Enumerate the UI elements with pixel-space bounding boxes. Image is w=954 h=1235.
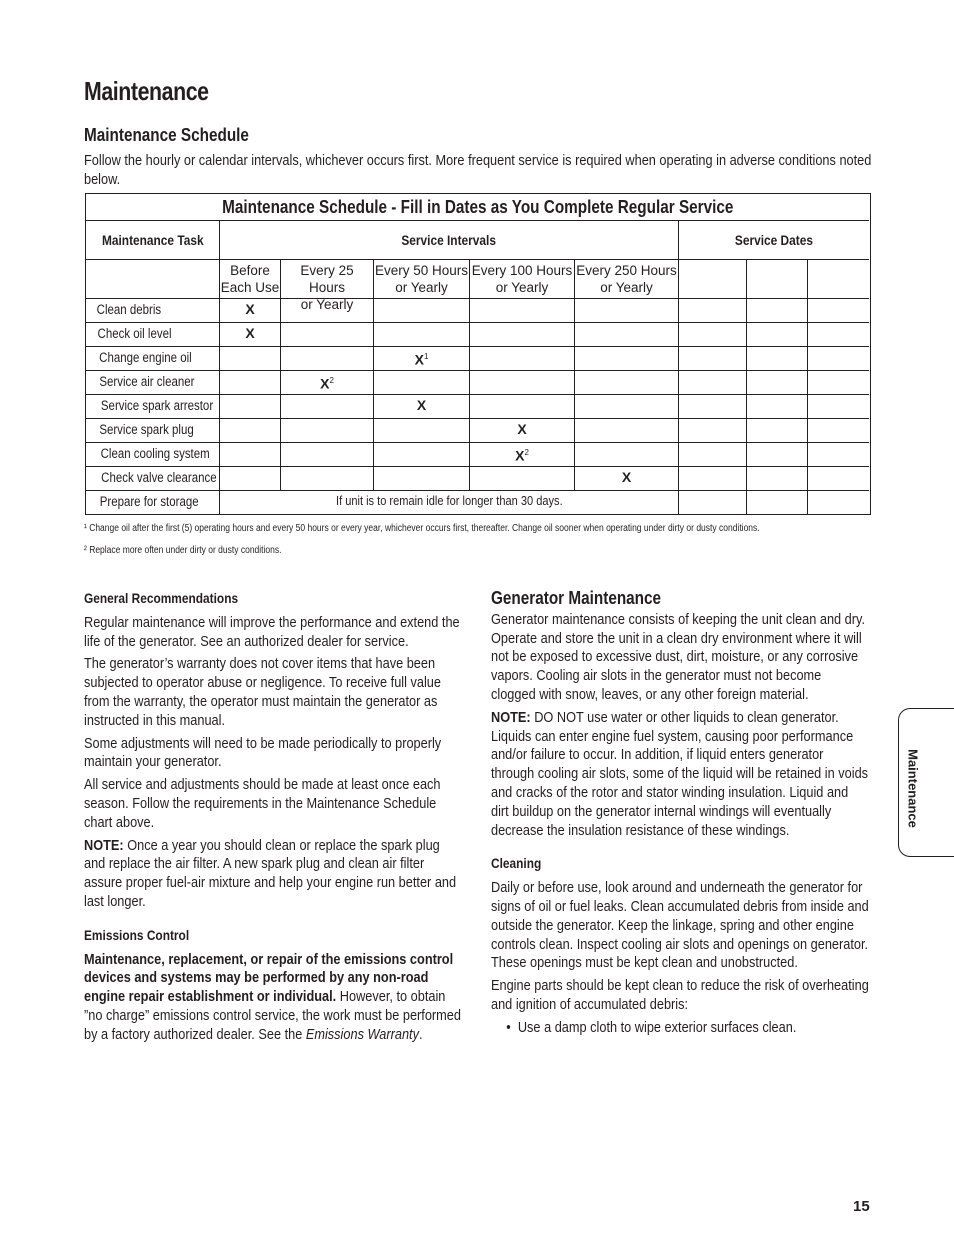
interval-cell: [281, 299, 374, 323]
footnote-ref: 2: [524, 448, 529, 457]
section-side-tab: Maintenance: [898, 708, 954, 857]
interval-cell: [470, 467, 575, 491]
column-header-task: Maintenance Task: [86, 221, 220, 260]
service-date-cell[interactable]: [747, 299, 808, 323]
maintenance-schedule-table: [85, 193, 871, 515]
footnote-2: ² Replace more often under dirty or dusty conditions.: [84, 545, 282, 556]
interval-cell: [575, 347, 679, 371]
interval-cell: [220, 467, 281, 491]
interval-cell: [374, 419, 470, 443]
interval-header-line: Each Use: [220, 280, 280, 295]
interval-cell: [220, 347, 281, 371]
interval-mark: X: [320, 375, 330, 392]
footnote-1: ¹ Change oil after the first (5) operating hours and every 50 hours or every year, whichever occurs first, thereafter. Change oil sooner when operating under dirty or dusty conditions.: [84, 523, 760, 534]
task-label-text: Clean debris: [96, 302, 162, 317]
page-title: Maintenance: [84, 76, 209, 106]
task-label-text: Service spark arrestor: [100, 398, 214, 413]
service-date-cell[interactable]: [808, 443, 869, 467]
service-date-cell[interactable]: [747, 347, 808, 371]
generator-note: [491, 709, 869, 841]
task-label: [86, 323, 220, 347]
service-date-header-cell: [747, 260, 808, 299]
blank-header-cell: [86, 260, 220, 299]
service-date-cell[interactable]: [808, 395, 869, 419]
interval-cell: [220, 395, 281, 419]
column-header-dates: Service Dates: [679, 221, 869, 260]
interval-cell: [281, 419, 374, 443]
interval-cell: [220, 371, 281, 395]
interval-mark: X: [416, 397, 427, 413]
interval-header-line: Every 25 Hours: [300, 263, 354, 295]
task-label-text: Clean cooling system: [100, 446, 210, 461]
interval-cell: [281, 395, 374, 419]
interval-mark: X: [245, 301, 255, 317]
interval-cell: [575, 443, 679, 467]
cleaning-p2: Engine parts should be kept clean to reduce the risk of overheating and ignition of accumulated debris:: [491, 977, 869, 1013]
emissions-end: .: [418, 1025, 423, 1043]
general-p3: Some adjustments will need to be made periodically to properly maintain your generator.: [84, 734, 442, 771]
generator-p1: Generator maintenance consists of keeping the unit clean and dry. Operate and store the unit in a clean dry environment where it will not be exposed to excessive dust, dirt, moisture, or any corrosive vapors. Cooling air slots in the generator must not become clogged with snow, leaves, or any other foreign material.: [491, 610, 865, 703]
interval-cell: [470, 395, 575, 419]
task-label: [86, 347, 220, 371]
interval-header: [220, 260, 281, 299]
service-date-cell[interactable]: [679, 467, 747, 491]
service-date-cell[interactable]: [747, 323, 808, 347]
interval-mark: X: [621, 469, 632, 485]
interval-header-line: Every 100 Hours: [471, 263, 573, 278]
task-label-text: Check valve clearance: [101, 470, 217, 485]
emissions-text: However, to obtain ”no charge” emissions control service, the work must be performed by a factory authorized dealer. See the: [84, 988, 461, 1043]
service-date-cell[interactable]: [808, 419, 869, 443]
interval-mark: X: [245, 325, 255, 341]
schedule-intro: Follow the hourly or calendar intervals, whichever occurs first. More frequent service is required when operating in adverse conditions noted below.: [84, 152, 872, 188]
service-date-cell[interactable]: [679, 395, 747, 419]
general-p1: Regular maintenance will improve the performance and extend the life of the generator. See an authorized dealer for service.: [84, 613, 460, 650]
interval-cell: [281, 347, 374, 371]
interval-mark: X: [517, 421, 527, 437]
interval-header: [575, 260, 679, 299]
interval-cell: [220, 419, 281, 443]
interval-cell: [575, 395, 679, 419]
service-date-cell[interactable]: [747, 443, 808, 467]
service-date-cell[interactable]: [808, 467, 869, 491]
emissions-warranty-ref: Emissions Warranty: [305, 1025, 419, 1043]
interval-cell: [220, 443, 281, 467]
column-header-intervals: Service Intervals: [220, 221, 679, 260]
service-date-cell[interactable]: [747, 467, 808, 491]
interval-cell: [220, 323, 281, 347]
interval-cell: [470, 419, 575, 443]
interval-header-line: or Yearly: [300, 297, 354, 312]
note-text: DO NOT use water or other liquids to clean generator. Liquids can enter engine fuel system, causing poor performance and/or failure to occur. In addition, if liquid enters generator through cooling air slots, some of the liquid will be retained in voids and cracks of the rotor and stator winding insulation. Liquid and dirt buildup on the generator internal windings will eventually decrease the insulation resistance of these windings.: [491, 708, 869, 839]
interval-header-line: or Yearly: [600, 280, 653, 295]
schedule-heading: Maintenance Schedule: [84, 125, 249, 145]
interval-header: [470, 260, 575, 299]
service-date-cell[interactable]: [679, 419, 747, 443]
service-date-cell[interactable]: [747, 395, 808, 419]
footnote-ref: 1: [423, 352, 429, 361]
note-label: NOTE:: [491, 708, 531, 726]
interval-cell: [470, 347, 575, 371]
task-label: [86, 395, 220, 419]
interval-cell: [374, 467, 470, 491]
task-label: [86, 443, 220, 467]
interval-cell: [281, 467, 374, 491]
interval-header-line: or Yearly: [395, 280, 448, 295]
interval-header-line: Every 50 Hours: [374, 263, 469, 278]
bullet-text: Use a damp cloth to wipe exterior surfaces clean.: [517, 1018, 797, 1036]
interval-cell: [374, 443, 470, 467]
interval-cell: [470, 323, 575, 347]
interval-cell: [374, 323, 470, 347]
emissions-control-heading: Emissions Control: [84, 926, 190, 943]
interval-cell: [374, 347, 470, 371]
service-date-cell[interactable]: [679, 323, 747, 347]
cleaning-heading: Cleaning: [491, 855, 542, 872]
task-label: [86, 467, 220, 491]
task-label-text: Check oil level: [97, 326, 172, 341]
emissions-bold-text: Maintenance, replacement, or repair of the emissions control devices and systems may be performed by any non-road engine repair establishment or individual.: [84, 950, 454, 1006]
emissions-p: [84, 951, 462, 1045]
service-date-cell[interactable]: [679, 371, 747, 395]
interval-cell: [575, 419, 679, 443]
service-date-cell[interactable]: [747, 491, 808, 515]
right-column: [491, 589, 871, 1042]
service-date-cell[interactable]: [679, 491, 747, 515]
general-recommendations-heading: General Recommendations: [84, 590, 239, 606]
interval-cell: [575, 467, 679, 491]
interval-cell: [470, 299, 575, 323]
interval-cell: [575, 323, 679, 347]
left-column: [84, 589, 464, 1049]
interval-cell: [281, 323, 374, 347]
task-label: [86, 299, 220, 323]
footnote-ref: 2: [329, 376, 334, 385]
note-label: NOTE:: [84, 836, 124, 854]
interval-header-line: Every 250 Hours: [576, 263, 677, 278]
service-date-cell[interactable]: [808, 299, 869, 323]
interval-cell: [470, 371, 575, 395]
service-date-cell[interactable]: [808, 323, 869, 347]
service-date-cell[interactable]: [747, 371, 808, 395]
general-note: [84, 837, 462, 912]
cleaning-bullet: • Use a damp cloth to wipe exterior surfaces clean.: [506, 1018, 797, 1036]
general-p4: All service and adjustments should be made at least once each season. Follow the requirements in the Maintenance Schedule chart above.: [84, 776, 441, 831]
interval-header-line: or Yearly: [495, 280, 549, 295]
task-label: Prepare for storage: [86, 491, 220, 515]
task-label-text: Service air cleaner: [99, 374, 195, 389]
page-number: 15: [853, 1198, 870, 1215]
service-date-cell[interactable]: [808, 371, 869, 395]
interval-cell: [374, 395, 470, 419]
interval-cell: [281, 371, 374, 395]
interval-cell: [470, 443, 575, 467]
interval-cell: [220, 299, 281, 323]
task-label-text: Change engine oil: [99, 350, 192, 365]
service-date-header-cell: [808, 260, 869, 299]
interval-cell: [374, 371, 470, 395]
interval-mark: X: [515, 447, 525, 464]
service-date-cell[interactable]: [747, 419, 808, 443]
service-date-cell[interactable]: [679, 443, 747, 467]
note-text: Once a year you should clean or replace the spark plug and replace the air filter. A new spark plug and clean air filter assure proper fuel-air mixture and help your engine run better and last longer.: [84, 836, 457, 910]
interval-mark: X: [414, 351, 424, 368]
task-label: [86, 419, 220, 443]
interval-header: [281, 260, 374, 312]
service-date-cell[interactable]: [679, 347, 747, 371]
service-date-cell[interactable]: [808, 347, 869, 371]
interval-cell: [575, 371, 679, 395]
task-label: [86, 371, 220, 395]
task-label-text: Service spark plug: [99, 422, 194, 437]
interval-header: [374, 260, 470, 299]
cleaning-p1: Daily or before use, look around and underneath the generator for signs of oil or fuel leaks. Clean accumulated debris from inside and outside the generator. Keep the linkage, spring and other engine controls clean. Inspect cooling air slots and openings on generator. These openings must be kept clean and unobstructed.: [491, 879, 869, 972]
generator-maintenance-heading: Generator Maintenance: [491, 588, 662, 608]
service-date-cell[interactable]: [679, 299, 747, 323]
interval-cell: [374, 299, 470, 323]
service-date-header-cell: [679, 260, 747, 299]
general-p2: The generator’s warranty does not cover items that have been subjected to operator abuse or negligence. To receive full value from the warranty, the operator must maintain the generator as instructed in this manual.: [84, 655, 441, 729]
interval-cell: [281, 443, 374, 467]
storage-note: If unit is to remain idle for longer than 30 days.: [220, 491, 679, 515]
service-date-cell[interactable]: [808, 491, 869, 515]
table-title: Maintenance Schedule - Fill in Dates as You Complete Regular Service: [86, 194, 869, 221]
interval-cell: [575, 299, 679, 323]
interval-header-line: Before: [230, 263, 270, 278]
